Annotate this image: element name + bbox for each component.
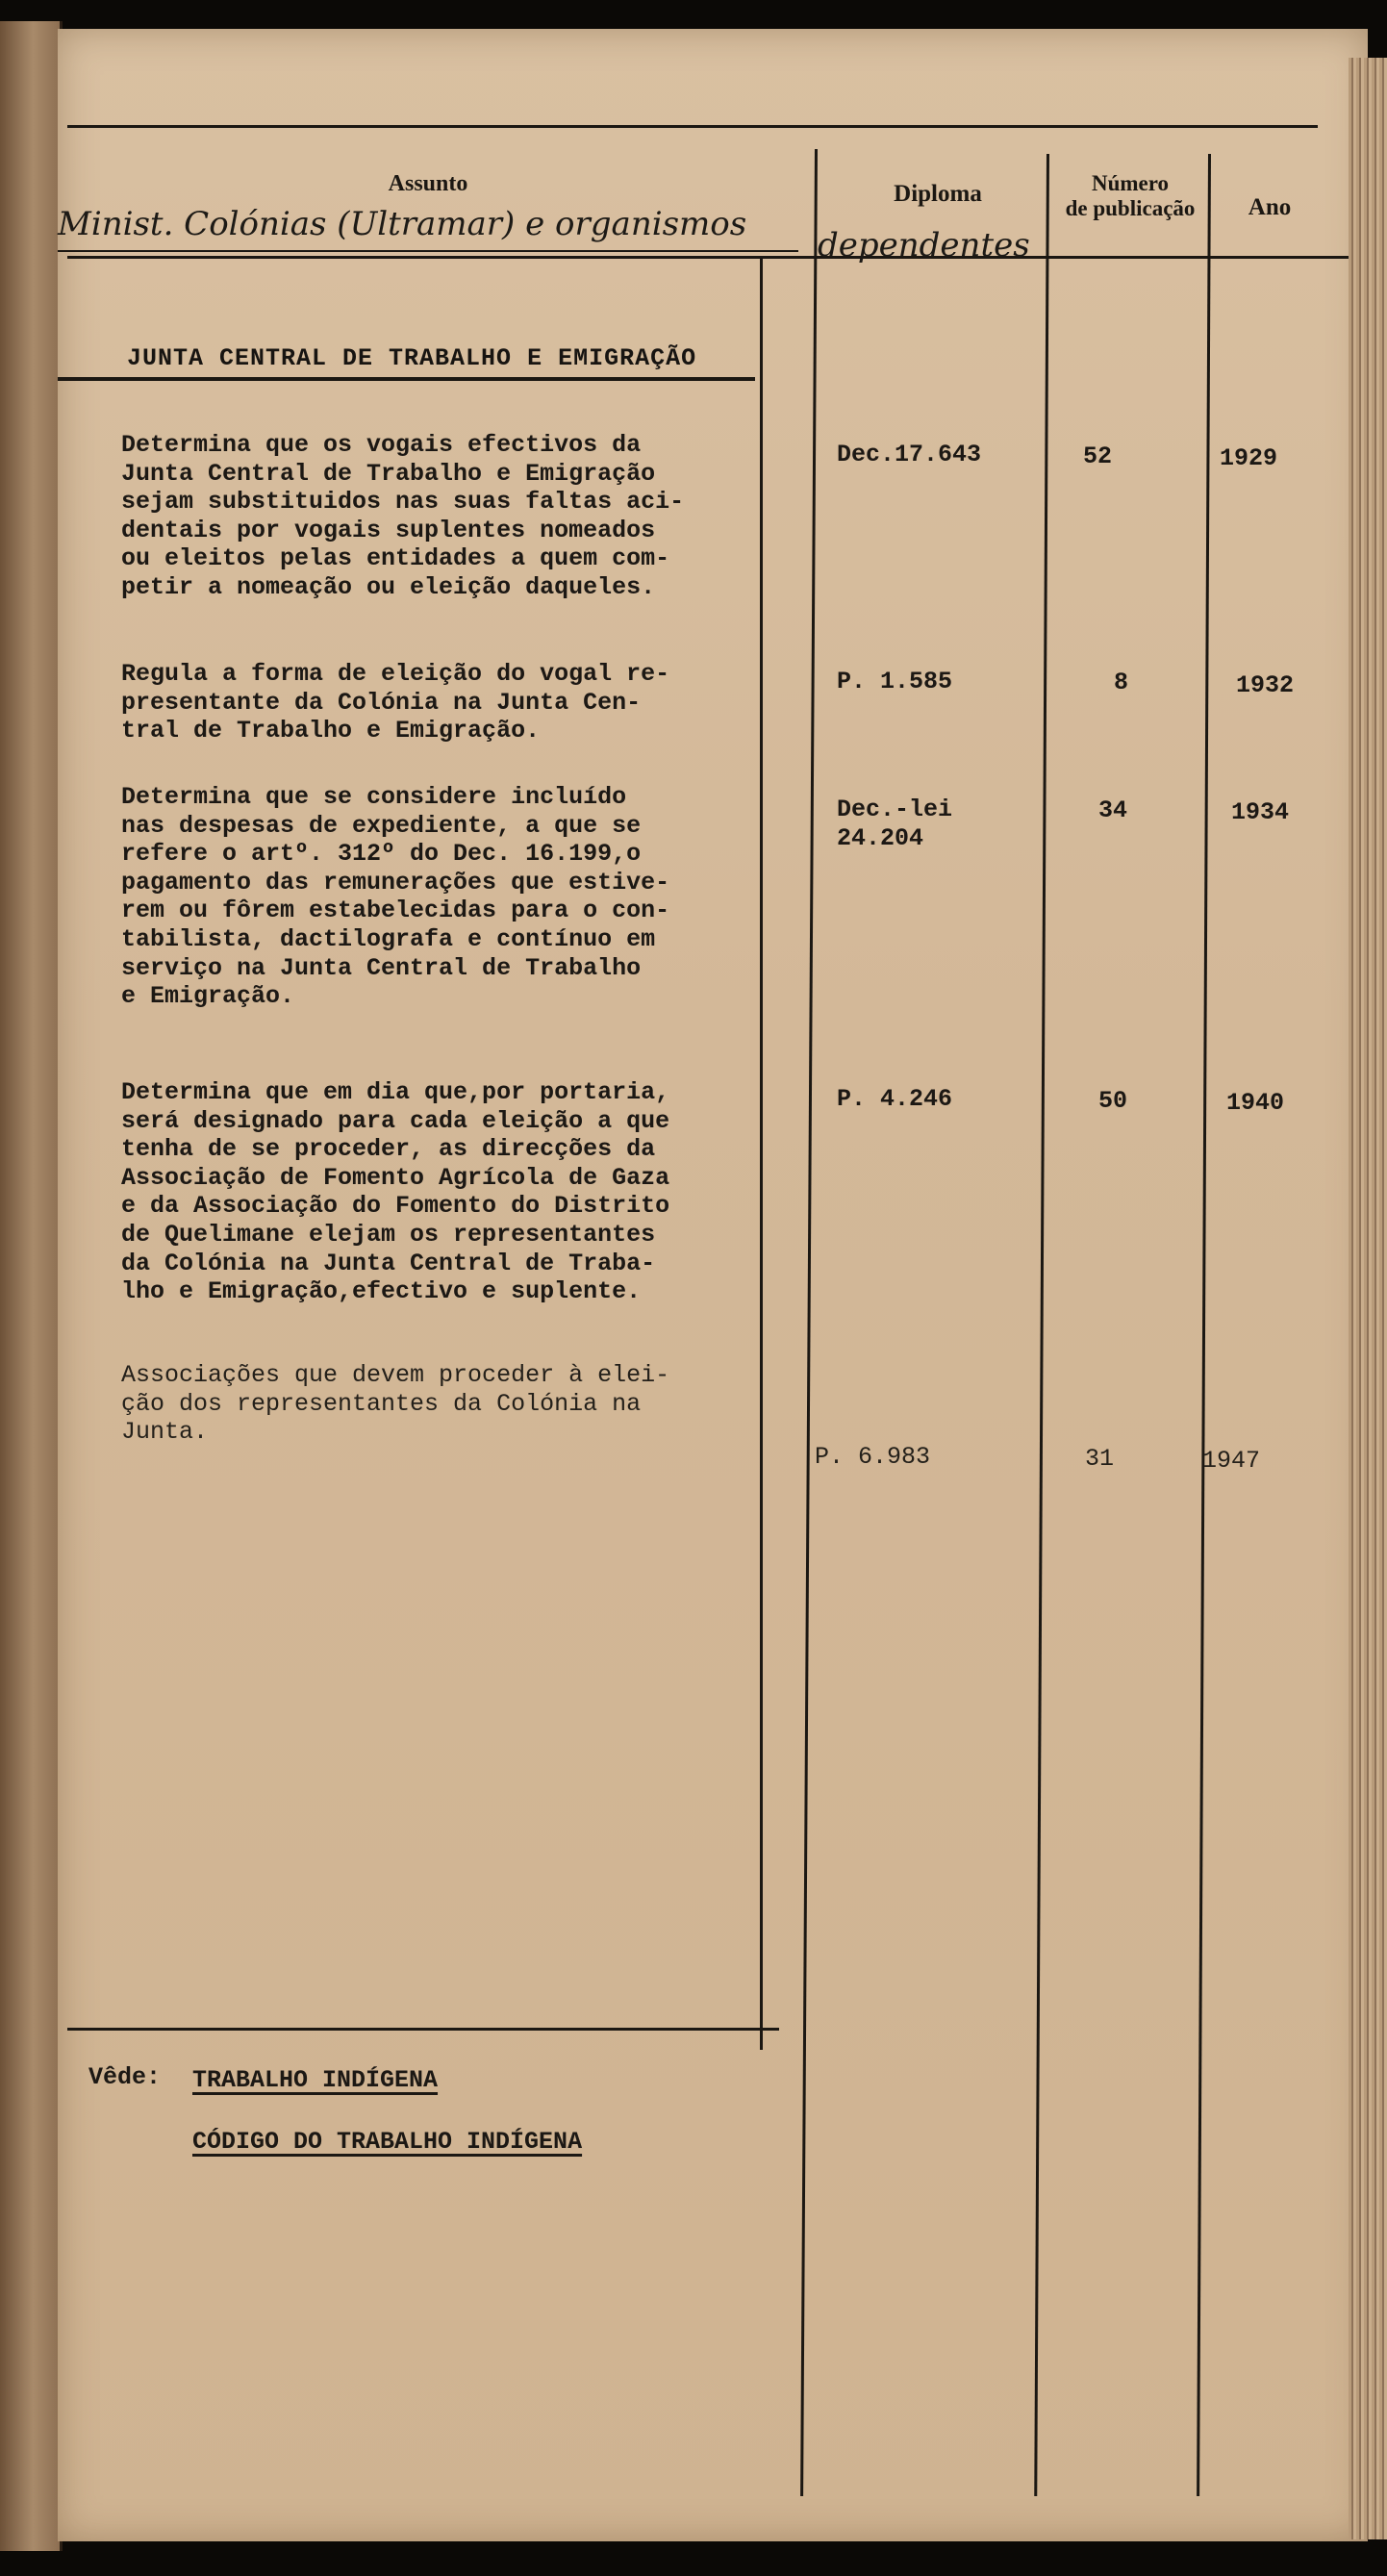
entry-3-ano: 1934 [1231,798,1290,826]
column-divider-numero [1197,154,1211,2496]
header-numero [1048,171,1212,222]
entry-4-ano: 1940 [1226,1089,1285,1117]
handwritten-underline [58,250,798,252]
entry-5-text: Associações que devem proceder à elei- ção dos representantes da Colónia na Junta. [121,1361,670,1447]
entry-2-numero: 8 [1114,669,1129,696]
entry-2-ano: 1932 [1236,671,1295,699]
entry-5-ano: 1947 [1202,1447,1261,1475]
header-numero-line1: Número [1091,171,1170,195]
handwritten-dependentes: dependentes [818,226,1030,265]
index-card-page [58,29,1368,2541]
entry-1-numero: 52 [1083,442,1113,470]
entry-2-diploma: P. 1.585 [837,668,953,695]
entry-1-ano: 1929 [1220,444,1278,472]
binding-edge [0,21,63,2551]
entry-1-text: Determina que os vogais efectivos da Junta Central de Trabalho e Emigração sejam substituidos nas suas faltas aci- dentais por vogais suplentes nomeados ou eleitos pelas entidades a quem com- petir a nomeação ou eleição daqueles. [121,431,685,601]
entry-4-text: Determina que em dia que,por portaria, será designado para cada eleição a que tenha de se proceder, as direcções da Associação de Fomento Agrícola de Gaza e da Associação do Fomento do Distrito de Quelimane elejam os representantes da Colónia na Junta Central de Traba- lho e Emigração,efectivo e suplente. [121,1078,670,1306]
entry-4-numero: 50 [1098,1087,1128,1115]
entry-5-diploma: P. 6.983 [815,1443,931,1471]
section-title-underline [58,377,755,381]
vede-ref-1: TRABALHO INDÍGENA [192,2066,439,2094]
entry-3-diploma: Dec.-lei 24.204 [837,796,953,852]
handwritten-ministry: Minist. Colónias (Ultramar) e organismos [58,205,747,243]
vede-ref-2: CÓDIGO DO TRABALHO INDÍGENA [192,2128,583,2156]
entry-5-numero: 31 [1085,1445,1115,1473]
entry-4-diploma: P. 4.246 [837,1085,953,1113]
entry-3-numero: 34 [1098,796,1128,824]
page-stack-edge [1349,58,1387,2539]
vede-label: Vêde: [88,2063,162,2091]
footer-rule [67,2028,779,2031]
header-ano: Ano [1248,194,1292,220]
column-divider-diploma [1034,154,1049,2496]
top-rule [67,125,1318,128]
entry-1-diploma: Dec.17.643 [837,441,982,468]
header-diploma: Diploma [894,181,982,207]
header-numero-line2: de publicação [1065,196,1196,221]
entry-2-text: Regula a forma de eleição do vogal re- presentante da Colónia na Junta Cen- tral de Trabalho e Emigração. [121,660,670,745]
section-title: JUNTA CENTRAL DE TRABALHO E EMIGRAÇÃO [127,344,697,372]
header-assunto: Assunto [388,171,468,196]
header-bottom-rule [67,256,1356,259]
entry-3-text: Determina que se considere incluído nas despesas de expediente, a que se refere o artº. 312º do Dec. 16.199,o pagamento das remunerações que estive- rem ou fôrem estabelecidas para o con- tabilista, dactilografa e contínuo em serviço na Junta Central de Trabalho e Emigração. [121,783,670,1011]
